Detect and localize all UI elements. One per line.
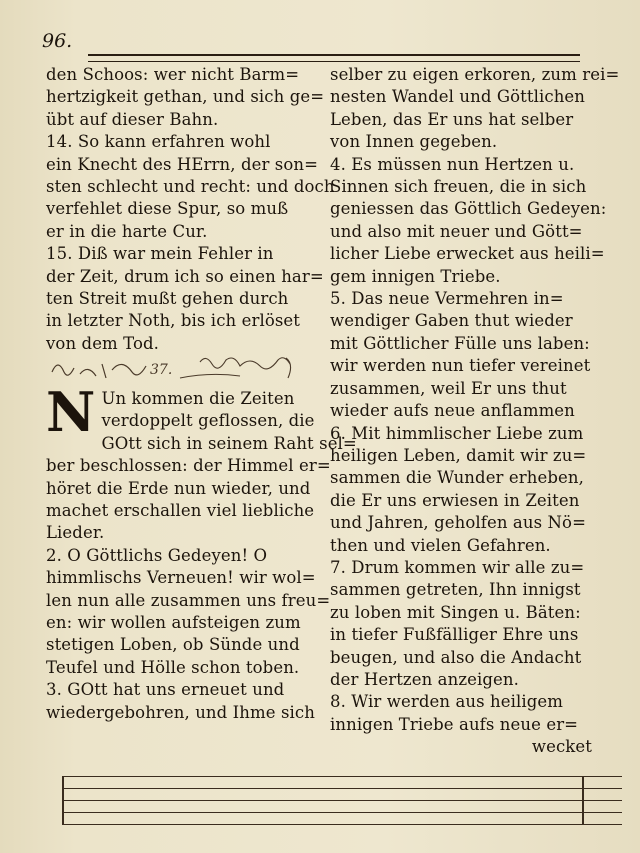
hymn-line: himmlischs Verneuen! wir wol= [46,568,316,588]
right-line: sammen die Wunder erheben, [330,468,584,488]
right-line: Sinnen sich freuen, die in sich [330,177,587,197]
left-line: ein Knecht des HErrn, der son= [46,154,319,174]
page-number: 96. [42,30,73,52]
hymn-line: ber beschlossen: der Himmel er= [46,456,331,476]
right-line: von Innen gegeben. [330,132,498,152]
left-line: übt auf dieser Bahn. [46,109,219,129]
right-line: und also mit neuer und Gött= [330,221,583,241]
right-line: then und vielen Gefahren. [330,535,551,555]
right-line: gem innigen Triebe. [330,266,501,286]
hymn-number: 37. [150,362,173,378]
right-line: wieder aufs neue anflammen [330,401,575,421]
hymn-line: 2. O Göttlichs Gedeyen! O [46,545,268,565]
right-line: licher Liebe erwecket aus heili= [330,244,605,264]
left-line: hertzigkeit gethan, und sich ge= [46,87,325,107]
right-line: Leben, das Er uns hat selber [330,109,574,129]
hymn-body [46,380,357,724]
right-line: mit Göttlicher Fülle uns laben: [330,333,590,353]
right-line: die Er uns erwiesen in Zeiten [330,490,580,510]
hymn-line: GOtt sich in seinem Raht sel= [101,433,357,453]
right-line: nesten Wandel und Göttlichen [330,87,586,107]
hymn-line: 3. GOtt hat uns erneuet und [46,680,285,700]
hymn-line: höret die Erde nun wieder, und [46,478,311,498]
right-line: selber zu eigen erkoren, zum rei= [330,65,620,84]
left-line: verfehlet diese Spur, so muß [46,199,289,219]
right-line: 8. Wir werden aus heiligem [330,692,564,712]
right-line: geniessen das Göttlich Gedeyen: [330,199,607,219]
hymn-line: en: wir wollen aufsteigen zum [46,613,301,633]
left-line: der Zeit, drum ich so einen har= [46,266,324,286]
music-staff [62,776,622,830]
left-line: ten Streit mußt gehen durch [46,289,289,309]
left-column [46,64,335,355]
hymn-first-line: Un kommen die Zeiten [101,389,295,408]
left-line: 15. Diß war mein Fehler in [46,244,274,264]
hymn-line: Lieder. [46,523,105,543]
right-line: heiligen Leben, damit wir zu= [330,445,587,465]
right-line: innigen Triebe aufs neue er= [330,714,579,734]
right-line: beugen, und also die Andacht [330,647,582,667]
right-line: der Hertzen anzeigen. [330,669,519,689]
right-line: 6. Mit himmlischer Liebe zum [330,423,584,443]
left-line: er in die harte Cur. [46,221,208,241]
drop-cap: N [46,380,96,444]
left-line: von dem Tod. [46,333,160,353]
right-line: sammen getreten, Ihn innigst [330,580,581,600]
right-line: 7. Drum kommen wir alle zu= [330,557,585,577]
hymn-line: len nun alle zusammen uns freu= [46,590,331,610]
left-line: sten schlecht und recht: und doch [46,177,335,197]
right-line: wecket [531,737,592,757]
hymn-line: wiedergebohren, und Ihme sich [46,702,315,722]
right-line: wendiger Gaben thut wieder [330,311,573,331]
hymn-line: machet erschallen viel liebliche [46,501,315,521]
hymn-line: verdoppelt geflossen, die [101,411,315,431]
left-line: in letzter Noth, bis ich erlöset [46,311,301,331]
right-line: zu loben mit Singen u. Bäten: [330,602,581,622]
right-line: 4. Es müssen nun Hertzen u. [330,154,575,174]
hymn-line: Teufel und Hölle schon toben. [46,657,300,677]
right-column [330,64,620,759]
right-line: in tiefer Fußfälliger Ehre uns [330,625,579,645]
hymn-line: stetigen Loben, ob Sünde und [46,635,300,655]
left-line: 14. So kann erfahren wohl [46,132,271,152]
left-line: den Schoos: wer nicht Barm= [46,65,300,84]
right-line: wir werden nun tiefer vereinet [330,356,591,376]
header-rule [88,54,580,62]
right-line: zusammen, weil Er uns thut [330,378,567,398]
right-line: 5. Das neue Vermehren in= [330,289,564,309]
right-line: und Jahren, geholfen aus Nö= [330,513,586,533]
